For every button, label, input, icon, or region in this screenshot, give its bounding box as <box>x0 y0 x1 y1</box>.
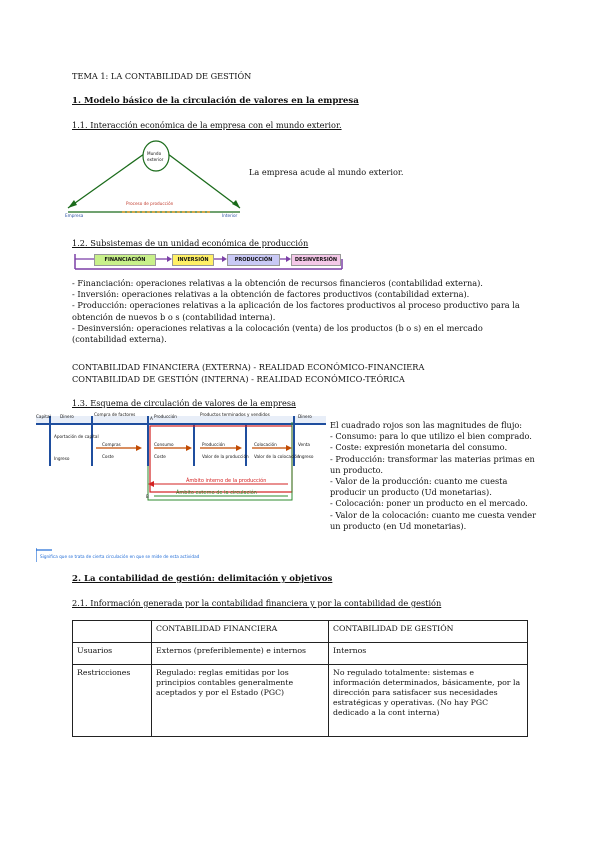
company-label: Empresa <box>65 213 84 218</box>
subsection-1-3-heading: 1.3. Esquema de circulación de valores de la empresa <box>72 398 296 408</box>
table-cell: Usuarios <box>73 643 152 665</box>
outer-scope-label: Ámbito externo de la circulación <box>176 490 257 496</box>
subsection-1-2-heading: 1.2. Subsistemas de un unidad económica de producción <box>72 238 309 248</box>
section-1-heading: 1. Modelo básico de la circulación de valores en la empresa <box>72 96 359 106</box>
caps-line-1: CONTABILIDAD FINANCIERA (EXTERNA) - REALIDAD ECONÓMICO-FINANCIERA <box>72 362 425 372</box>
subsection-1-1-heading: 1.1. Interacción económica de la empresa con el mundo exterior. <box>72 120 342 130</box>
interior-label: Interior <box>222 213 238 218</box>
diagram-caption: La empresa acude al mundo exterior. <box>249 167 404 177</box>
diagram-footnote: Significa que se trata de cierta circulación en que se mide de esta actividad <box>40 554 200 559</box>
subsystem-produccion: PRODUCCIÓN <box>227 254 280 266</box>
mid-label: Colocación <box>254 442 277 447</box>
top-label: Capital <box>36 414 51 419</box>
flow-note: - Valor de la colocación: cuanto me cuesta vender un producto (en Ud monetarias). <box>330 509 537 531</box>
mid-label: Producción <box>202 442 225 447</box>
mid-label: Venta <box>298 442 310 447</box>
list-item: - Desinversión: operaciones relativas a la colocación (venta) de los productos (b o s) en el mercado (contabilidad externa). <box>72 322 483 345</box>
corner-b: B <box>146 494 149 499</box>
top-label: Productos terminados y vendidos <box>200 412 270 417</box>
section-2-heading: 2. La contabilidad de gestión: delimitación y objetivos <box>72 574 333 584</box>
subsystems-list <box>72 278 528 345</box>
low-label: Ingreso <box>54 456 70 461</box>
table-header <box>73 621 152 643</box>
world-label-2: exterior <box>147 157 164 162</box>
low-label: Coste <box>154 454 166 459</box>
subsystem-financiacion: FINANCIACIÓN <box>94 254 156 266</box>
table-header-row <box>73 621 528 643</box>
table-cell: Internos <box>329 643 528 665</box>
circulation-diagram <box>36 414 326 574</box>
table-header: CONTABILIDAD DE GESTIÓN <box>329 621 528 643</box>
flow-note: El cuadrado rojos son las magnitudes de flujo: <box>330 420 523 430</box>
table-cell: Restricciones <box>73 665 152 737</box>
subsection-2-1-heading: 2.1. Información generada por la contabilidad financiera y por la contabilidad de gestión <box>72 598 442 608</box>
list-item: - Producción: operaciones relativas a la aplicación de los factores productivos al proceso productivo para la obtención de nuevos b o s (contabilidad interna). <box>72 300 520 322</box>
table-row <box>73 643 528 665</box>
table-cell: Regulado: reglas emitidas por los principios contables generalmente aceptados y por el Estado (PGC) <box>152 665 329 737</box>
corner-a: A <box>150 416 153 421</box>
subsystem-desinversion: DESINVERSIÓN <box>291 254 341 266</box>
table-cell: Externos (preferiblemente) e internos <box>152 643 329 665</box>
flow-note: - Producción: transformar las materias primas en un producto. <box>330 453 535 475</box>
process-label: Proceso de producción <box>126 201 174 206</box>
table-row <box>73 665 528 737</box>
subsystem-inversion: INVERSIÓN <box>172 254 214 266</box>
low-label: Coste <box>102 454 114 459</box>
world-label-1: Mundo <box>147 151 162 156</box>
top-label: Dinero <box>298 414 312 419</box>
table-cell: No regulado totalmente: sistemas e información determinados, básicamente, por la dirección para satisfacer sus necesidades estratégicas y operativas. (No hay PGC dedicado a la cont interna) <box>329 665 528 737</box>
low-label: Ingreso <box>298 454 314 459</box>
flow-notes <box>330 420 540 532</box>
inner-scope-label: Ámbito interno de la producción <box>186 478 267 484</box>
top-label: Dinero <box>60 414 74 419</box>
mid-label: Compras <box>102 442 121 447</box>
subsystems-diagram <box>72 250 352 272</box>
mid-label: Aportación de capital <box>54 434 99 439</box>
low-label: Valor de la colocación <box>254 454 300 459</box>
list-item: - Financiación: operaciones relativas a la obtención de recursos financieros (contabilidad externa). <box>72 278 483 288</box>
flow-note: - Colocación: poner un producto en el mercado. <box>330 498 528 509</box>
flow-note: - Valor de la producción: cuanto me cuesta producir un producto (Ud monetarias). <box>330 476 508 498</box>
flow-note: - Consumo: para lo que utilizo el bien comprado. <box>330 431 532 442</box>
top-label: Producción <box>154 414 177 419</box>
flow-note: - Coste: expresión monetaria del consumo. <box>330 442 508 453</box>
comparison-table <box>72 620 528 737</box>
document-title: TEMA 1: LA CONTABILIDAD DE GESTIÓN <box>72 71 252 81</box>
table-header: CONTABILIDAD FINANCIERA <box>152 621 329 643</box>
caps-line-2: CONTABILIDAD DE GESTIÓN (INTERNA) - REALIDAD ECONÓMICO-TEÓRICA <box>72 374 405 384</box>
low-label: Valor de la producción <box>202 454 249 459</box>
mid-label: Consumo <box>154 442 174 447</box>
interaction-diagram <box>62 134 247 220</box>
list-item: - Inversión: operaciones relativas a la obtención de factores productivos (contabilidad externa). <box>72 289 470 300</box>
top-label: Compra de factores <box>94 412 136 417</box>
